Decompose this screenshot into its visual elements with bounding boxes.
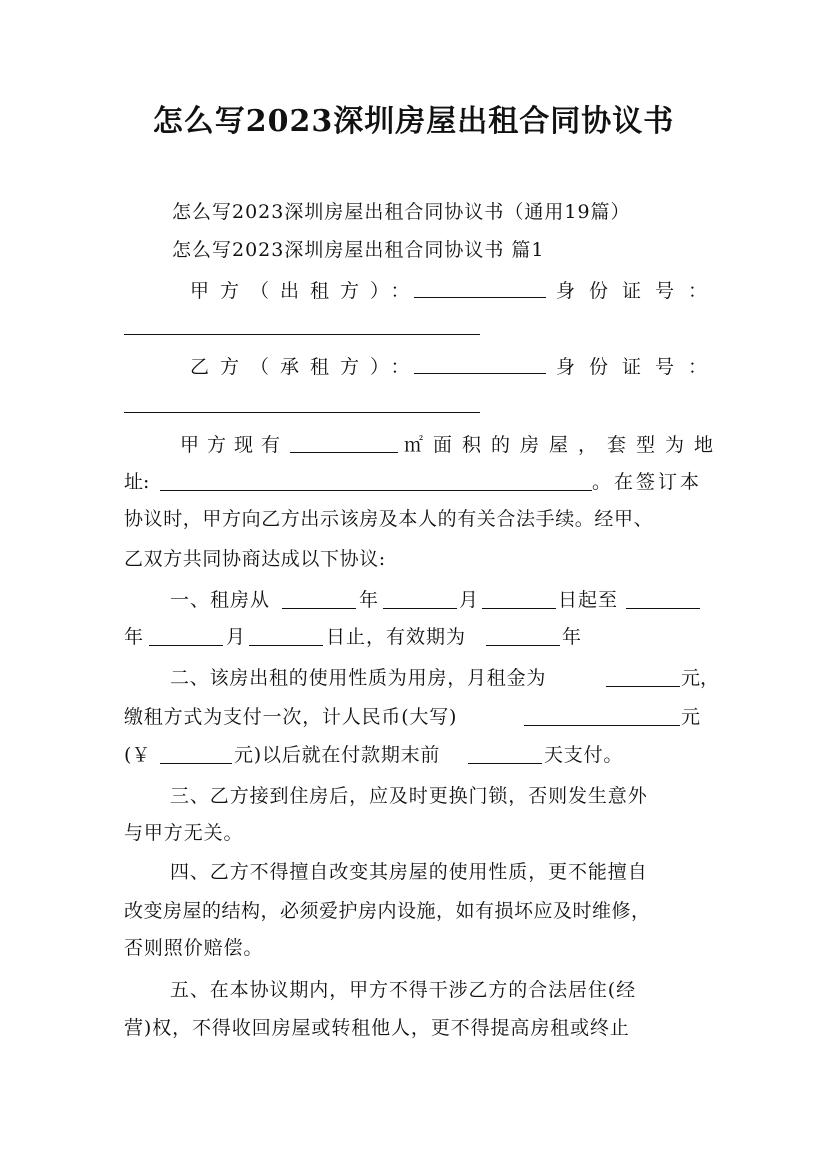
clause2-payment: 缴租方式为支付一次，计人民币(大写) — [124, 706, 458, 728]
party-a-label: 甲方（出租方）： — [190, 280, 421, 302]
party-a-id-label: 身份证号： — [556, 280, 722, 302]
clause5-line1: 五、在本协议期内，甲方不得干涉乙方的合法居住(经 — [170, 979, 637, 1001]
clause1-year-blank — [282, 608, 356, 609]
clause1-to: 日起至 — [558, 589, 619, 611]
clause4-line2: 改变房屋的结构，必须爱护房内设施，如有损坏应及时维修， — [124, 900, 651, 922]
clause1-month: 月 — [459, 589, 479, 611]
clause2-before: 元)以后就在付款期末前 — [234, 744, 441, 766]
document-subtitle: 怎么写2023深圳房屋出租合同协议书（通用19篇） — [172, 201, 631, 223]
clause2-rent-blank — [606, 686, 680, 687]
clause3-line1: 三、乙方接到住房后，应及时更换门锁，否则发生意外 — [170, 785, 648, 807]
house-text-sign: 。在签订本 — [592, 471, 703, 493]
clause1-year2: 年 — [124, 626, 144, 648]
clause4-line3: 否则照价赔偿。 — [124, 937, 264, 959]
clause1-end-year-blank — [626, 608, 700, 609]
clause2-start: 二、该房出租的使用性质为用房，月租金为 — [170, 667, 547, 689]
section-heading: 怎么写2023深圳房屋出租合同协议书 篇1 — [172, 239, 545, 261]
document-title: 怎么写2023深圳房屋出租合同协议书 — [152, 104, 675, 139]
clause2-pay: 天支付。 — [544, 744, 624, 766]
house-address-label: 址: — [124, 471, 150, 493]
clause1-month2: 月 — [226, 626, 246, 648]
party-b-id-label: 身份证号： — [556, 356, 722, 378]
house-area-blank — [290, 452, 398, 453]
party-b-label: 乙方（承租方）： — [190, 356, 421, 378]
party-b-id-blank — [124, 412, 480, 413]
party-b-name-blank — [414, 373, 546, 374]
clause2-rmb: (￥ — [124, 744, 151, 766]
clause2-amount-blank — [160, 763, 232, 764]
clause3-line2: 与甲方无关。 — [124, 822, 244, 844]
clause2-amount-words-blank — [524, 725, 680, 726]
house-text-type: ㎡面积的房屋，套型为地 — [404, 434, 724, 456]
clause1-validity-blank — [486, 645, 560, 646]
clause1-day-blank — [482, 608, 556, 609]
house-text-start: 甲方现有 — [180, 434, 289, 456]
clause1-year3: 年 — [562, 626, 582, 648]
clause1-month-blank — [383, 608, 457, 609]
clause5-line2: 营)权，不得收回房屋或转租他人，更不得提高房租或终止 — [124, 1017, 630, 1039]
clause4-line1: 四、乙方不得擅自改变其房屋的使用性质，更不能擅自 — [170, 861, 648, 883]
clause1-validity: 日止，有效期为 — [326, 626, 467, 648]
party-a-name-blank — [414, 297, 546, 298]
house-text-line4: 乙双方共同协商达成以下协议: — [124, 548, 386, 570]
clause2-yuan: 元， — [681, 667, 720, 689]
clause1-start: 一、租房从 — [170, 589, 271, 611]
clause1-end-month-blank — [149, 645, 223, 646]
clause1-end-day-blank — [249, 645, 323, 646]
house-address-blank — [160, 490, 592, 491]
clause1-year: 年 — [359, 589, 379, 611]
house-text-line3: 协议时，甲方向乙方出示该房及本人的有关合法手续。经甲、 — [124, 508, 654, 530]
clause2-yuan2: 元 — [681, 706, 701, 728]
clause2-days-blank — [468, 763, 542, 764]
party-a-id-blank — [124, 334, 480, 335]
